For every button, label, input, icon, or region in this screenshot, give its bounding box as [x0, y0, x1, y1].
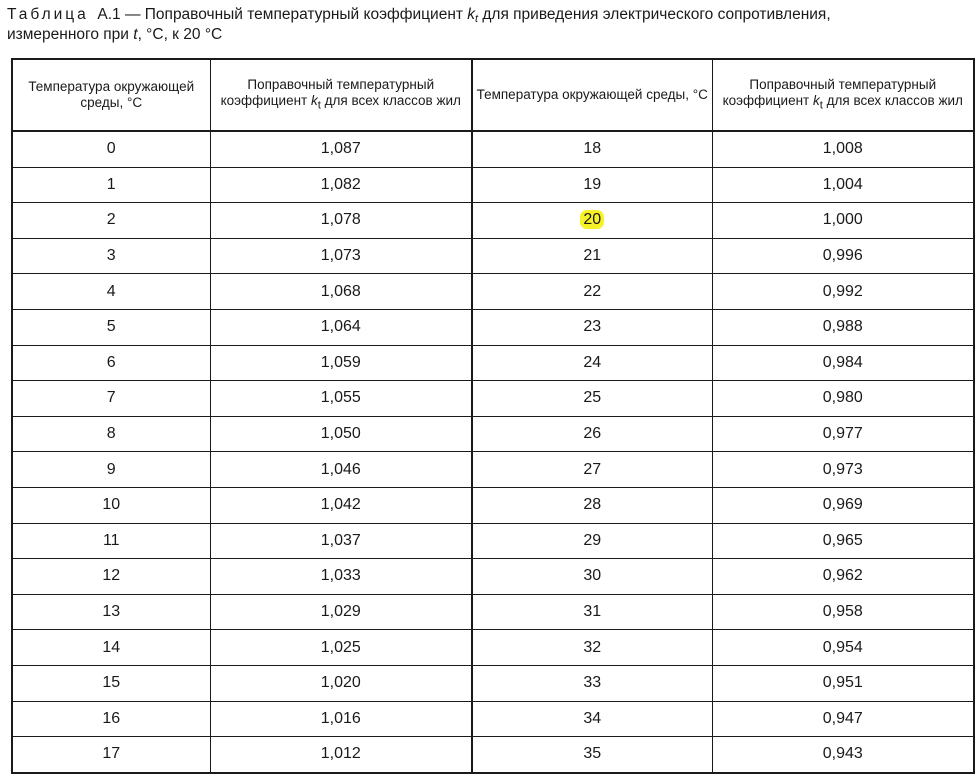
- coefficient-table: [11, 58, 975, 774]
- temperature-cell: [472, 238, 712, 274]
- coefficient-cell: [210, 630, 472, 666]
- temperature-cell-value: 14: [102, 638, 121, 656]
- coefficient-cell-value: 1,087: [320, 140, 361, 158]
- table-body: [12, 131, 974, 773]
- coefficient-cell-value: 0,947: [822, 709, 863, 727]
- temperature-cell-value: 1: [106, 175, 116, 193]
- coefficient-cell-value: 0,965: [822, 531, 863, 549]
- temperature-cell-value: 16: [102, 709, 121, 727]
- coefficient-cell: [712, 630, 974, 666]
- table-row: [12, 167, 974, 203]
- coefficient-cell: [712, 452, 974, 488]
- temperature-cell-value: 2: [106, 211, 116, 229]
- coefficient-cell-value: 0,980: [822, 389, 863, 407]
- coefficient-cell: [210, 737, 472, 773]
- table-row: [12, 381, 974, 417]
- coefficient-cell-value: 1,029: [320, 603, 361, 621]
- temperature-cell: [12, 131, 210, 167]
- coefficient-cell: [712, 238, 974, 274]
- temperature-cell: [472, 665, 712, 701]
- table-row: [12, 701, 974, 737]
- table-row: [12, 131, 974, 167]
- coefficient-cell: [712, 381, 974, 417]
- coefficient-cell: [210, 701, 472, 737]
- table-row: [12, 523, 974, 559]
- temperature-cell: [12, 665, 210, 701]
- coefficient-cell: [712, 701, 974, 737]
- coefficient-cell: [210, 487, 472, 523]
- coefficient-cell: [712, 274, 974, 310]
- coefficient-cell: [712, 559, 974, 595]
- temperature-cell-value: 4: [106, 282, 116, 300]
- temperature-cell-value: 11: [102, 531, 120, 549]
- temperature-cell-value: 0: [106, 140, 116, 158]
- temperature-cell-value: 10: [102, 496, 121, 514]
- temperature-cell-value: 17: [102, 745, 121, 763]
- temperature-cell-value: 25: [583, 389, 602, 407]
- temperature-cell: [12, 274, 210, 310]
- temperature-cell: [472, 345, 712, 381]
- coefficient-cell-value: 0,977: [822, 425, 863, 443]
- coefficient-cell: [210, 665, 472, 701]
- coefficient-cell-value: 0,992: [822, 282, 863, 300]
- temperature-cell: [12, 737, 210, 773]
- coefficient-cell-value: 1,016: [320, 709, 361, 727]
- temperature-cell: [12, 594, 210, 630]
- coefficient-cell-value: 0,973: [822, 460, 863, 478]
- temperature-cell-value: 6: [106, 353, 116, 371]
- temperature-cell: [472, 594, 712, 630]
- coefficient-cell: [210, 416, 472, 452]
- caption-part3: измеренного при: [7, 26, 134, 43]
- coefficient-cell-value: 0,958: [822, 603, 863, 621]
- temperature-cell-value: 35: [583, 745, 602, 763]
- coefficient-cell-value: 1,033: [320, 567, 361, 585]
- temperature-cell: [12, 487, 210, 523]
- coefficient-cell: [210, 452, 472, 488]
- caption-part2: для приведения электрического сопротивления,: [478, 6, 831, 23]
- temperature-cell: [472, 559, 712, 595]
- temperature-cell: [472, 701, 712, 737]
- temperature-cell-value: 18: [583, 140, 602, 158]
- coefficient-cell-value: 1,008: [822, 140, 863, 158]
- temperature-cell: [12, 523, 210, 559]
- coefficient-cell-value: 0,996: [822, 247, 863, 265]
- coefficient-cell: [712, 131, 974, 167]
- header-temperature-left: Температура окружающей среды, °C: [12, 59, 210, 131]
- temperature-cell-value: 23: [583, 318, 602, 336]
- caption-t: t: [133, 26, 138, 43]
- coefficient-cell: [210, 131, 472, 167]
- coefficient-cell-value: 0,954: [822, 638, 863, 656]
- coefficient-cell: [712, 416, 974, 452]
- temperature-cell-value: 5: [106, 318, 116, 336]
- temperature-cell: [12, 381, 210, 417]
- temperature-cell-value: 21: [583, 247, 602, 265]
- coefficient-cell-value: 0,962: [822, 567, 863, 585]
- coefficient-cell-value: 1,004: [822, 175, 863, 193]
- temperature-cell-value: 34: [583, 709, 602, 727]
- table-row: [12, 594, 974, 630]
- table-header-row: [12, 59, 974, 131]
- table-row: [12, 665, 974, 701]
- coefficient-cell: [210, 523, 472, 559]
- temperature-cell: [472, 167, 712, 203]
- temperature-cell: [472, 737, 712, 773]
- coefficient-cell-value: 0,984: [822, 353, 863, 371]
- temperature-cell: [472, 523, 712, 559]
- temperature-cell-value: 32: [583, 638, 602, 656]
- temperature-cell: [12, 309, 210, 345]
- table-row: [12, 559, 974, 595]
- temperature-cell-value: 31: [583, 603, 602, 621]
- temperature-cell-value: 26: [583, 425, 602, 443]
- temperature-cell: [472, 416, 712, 452]
- coefficient-cell-value: 1,068: [320, 282, 361, 300]
- coefficient-cell: [210, 345, 472, 381]
- temperature-cell: [12, 452, 210, 488]
- coefficient-cell-value: 1,046: [320, 460, 361, 478]
- temperature-cell: [12, 345, 210, 381]
- table-row: [12, 345, 974, 381]
- coefficient-cell: [712, 594, 974, 630]
- coefficient-cell-value: 1,000: [822, 211, 863, 229]
- coefficient-cell: [712, 737, 974, 773]
- coefficient-cell: [210, 559, 472, 595]
- table-row: [12, 737, 974, 773]
- temperature-cell-value: 30: [583, 567, 602, 585]
- table-row: [12, 416, 974, 452]
- coefficient-cell-value: 1,078: [320, 211, 361, 229]
- coefficient-cell: [712, 523, 974, 559]
- highlighted-temperature-value: 20: [580, 210, 604, 229]
- coefficient-cell-value: 0,969: [822, 496, 863, 514]
- temperature-cell: [12, 559, 210, 595]
- caption-part1: A.1 — Поправочный температурный коэффициент: [97, 6, 468, 23]
- coefficient-cell: [712, 167, 974, 203]
- temperature-cell: [472, 487, 712, 523]
- temperature-cell-value: 12: [102, 567, 121, 585]
- header-coefficient-right: Поправочный температурный коэффициент $k_t$ для всех классов жил: [712, 59, 974, 131]
- table-row: [12, 274, 974, 310]
- coefficient-cell-value: 1,064: [320, 318, 361, 336]
- temperature-cell: [472, 309, 712, 345]
- coefficient-cell-value: 1,073: [320, 247, 361, 265]
- table-row: [12, 630, 974, 666]
- coefficient-cell: [712, 665, 974, 701]
- coefficient-cell: [210, 238, 472, 274]
- temperature-cell: [12, 416, 210, 452]
- temperature-cell-value: 28: [583, 496, 602, 514]
- coefficient-cell: [210, 274, 472, 310]
- temperature-cell: [12, 167, 210, 203]
- table-row: [12, 452, 974, 488]
- temperature-cell-value: 33: [583, 674, 602, 692]
- caption-k-subscript: t: [475, 13, 479, 25]
- coefficient-cell: [712, 345, 974, 381]
- table-row: [12, 487, 974, 523]
- temperature-cell: [472, 381, 712, 417]
- table-row: [12, 203, 974, 239]
- table-caption: [7, 5, 973, 45]
- temperature-cell: [472, 131, 712, 167]
- table-row: [12, 309, 974, 345]
- temperature-cell: [472, 203, 712, 239]
- coefficient-cell-value: 0,988: [822, 318, 863, 336]
- temperature-cell-value: 3: [106, 247, 116, 265]
- temperature-cell: [472, 274, 712, 310]
- temperature-cell-value: 29: [583, 531, 602, 549]
- coefficient-cell-value: 1,025: [320, 638, 361, 656]
- coefficient-cell-value: 1,050: [320, 425, 361, 443]
- temperature-cell: [12, 630, 210, 666]
- temperature-cell-value: 13: [102, 603, 121, 621]
- temperature-cell-value: 19: [583, 175, 602, 193]
- temperature-cell: [472, 630, 712, 666]
- temperature-cell: [12, 701, 210, 737]
- caption-k: k: [467, 6, 476, 23]
- temperature-cell: [12, 238, 210, 274]
- temperature-cell-value: 27: [583, 460, 602, 478]
- coefficient-cell-value: 1,055: [320, 389, 361, 407]
- coefficient-cell-value: 0,943: [822, 745, 863, 763]
- temperature-cell-value: 7: [106, 389, 116, 407]
- coefficient-cell: [712, 309, 974, 345]
- coefficient-cell: [712, 487, 974, 523]
- coefficient-cell: [210, 309, 472, 345]
- temperature-cell: [12, 203, 210, 239]
- temperature-cell-value: 8: [106, 425, 116, 443]
- caption-part4: , °C, к 20 °C: [137, 26, 223, 43]
- temperature-cell-value: 15: [102, 674, 121, 692]
- coefficient-cell: [210, 594, 472, 630]
- coefficient-cell: [712, 203, 974, 239]
- temperature-cell-value: 9: [106, 460, 116, 478]
- coefficient-cell-value: 1,042: [320, 496, 361, 514]
- temperature-cell: [472, 452, 712, 488]
- coefficient-cell: [210, 203, 472, 239]
- header-coefficient-left: Поправочный температурный коэффициент $k_t$ для всех классов жил: [210, 59, 472, 131]
- coefficient-cell: [210, 381, 472, 417]
- coefficient-cell-value: 1,082: [320, 175, 361, 193]
- coefficient-cell-value: 1,020: [320, 674, 361, 692]
- temperature-cell-value: 22: [583, 282, 602, 300]
- temperature-cell-value: 24: [583, 353, 602, 371]
- table-row: [12, 238, 974, 274]
- header-temperature-right: Температура окружающей среды, °C: [472, 59, 712, 131]
- coefficient-cell-value: 1,012: [320, 745, 361, 763]
- coefficient-cell-value: 1,037: [320, 531, 361, 549]
- coefficient-cell: [210, 167, 472, 203]
- coefficient-cell-value: 1,059: [320, 353, 361, 371]
- caption-prefix: Таблица: [7, 6, 89, 23]
- coefficient-cell-value: 0,951: [822, 674, 863, 692]
